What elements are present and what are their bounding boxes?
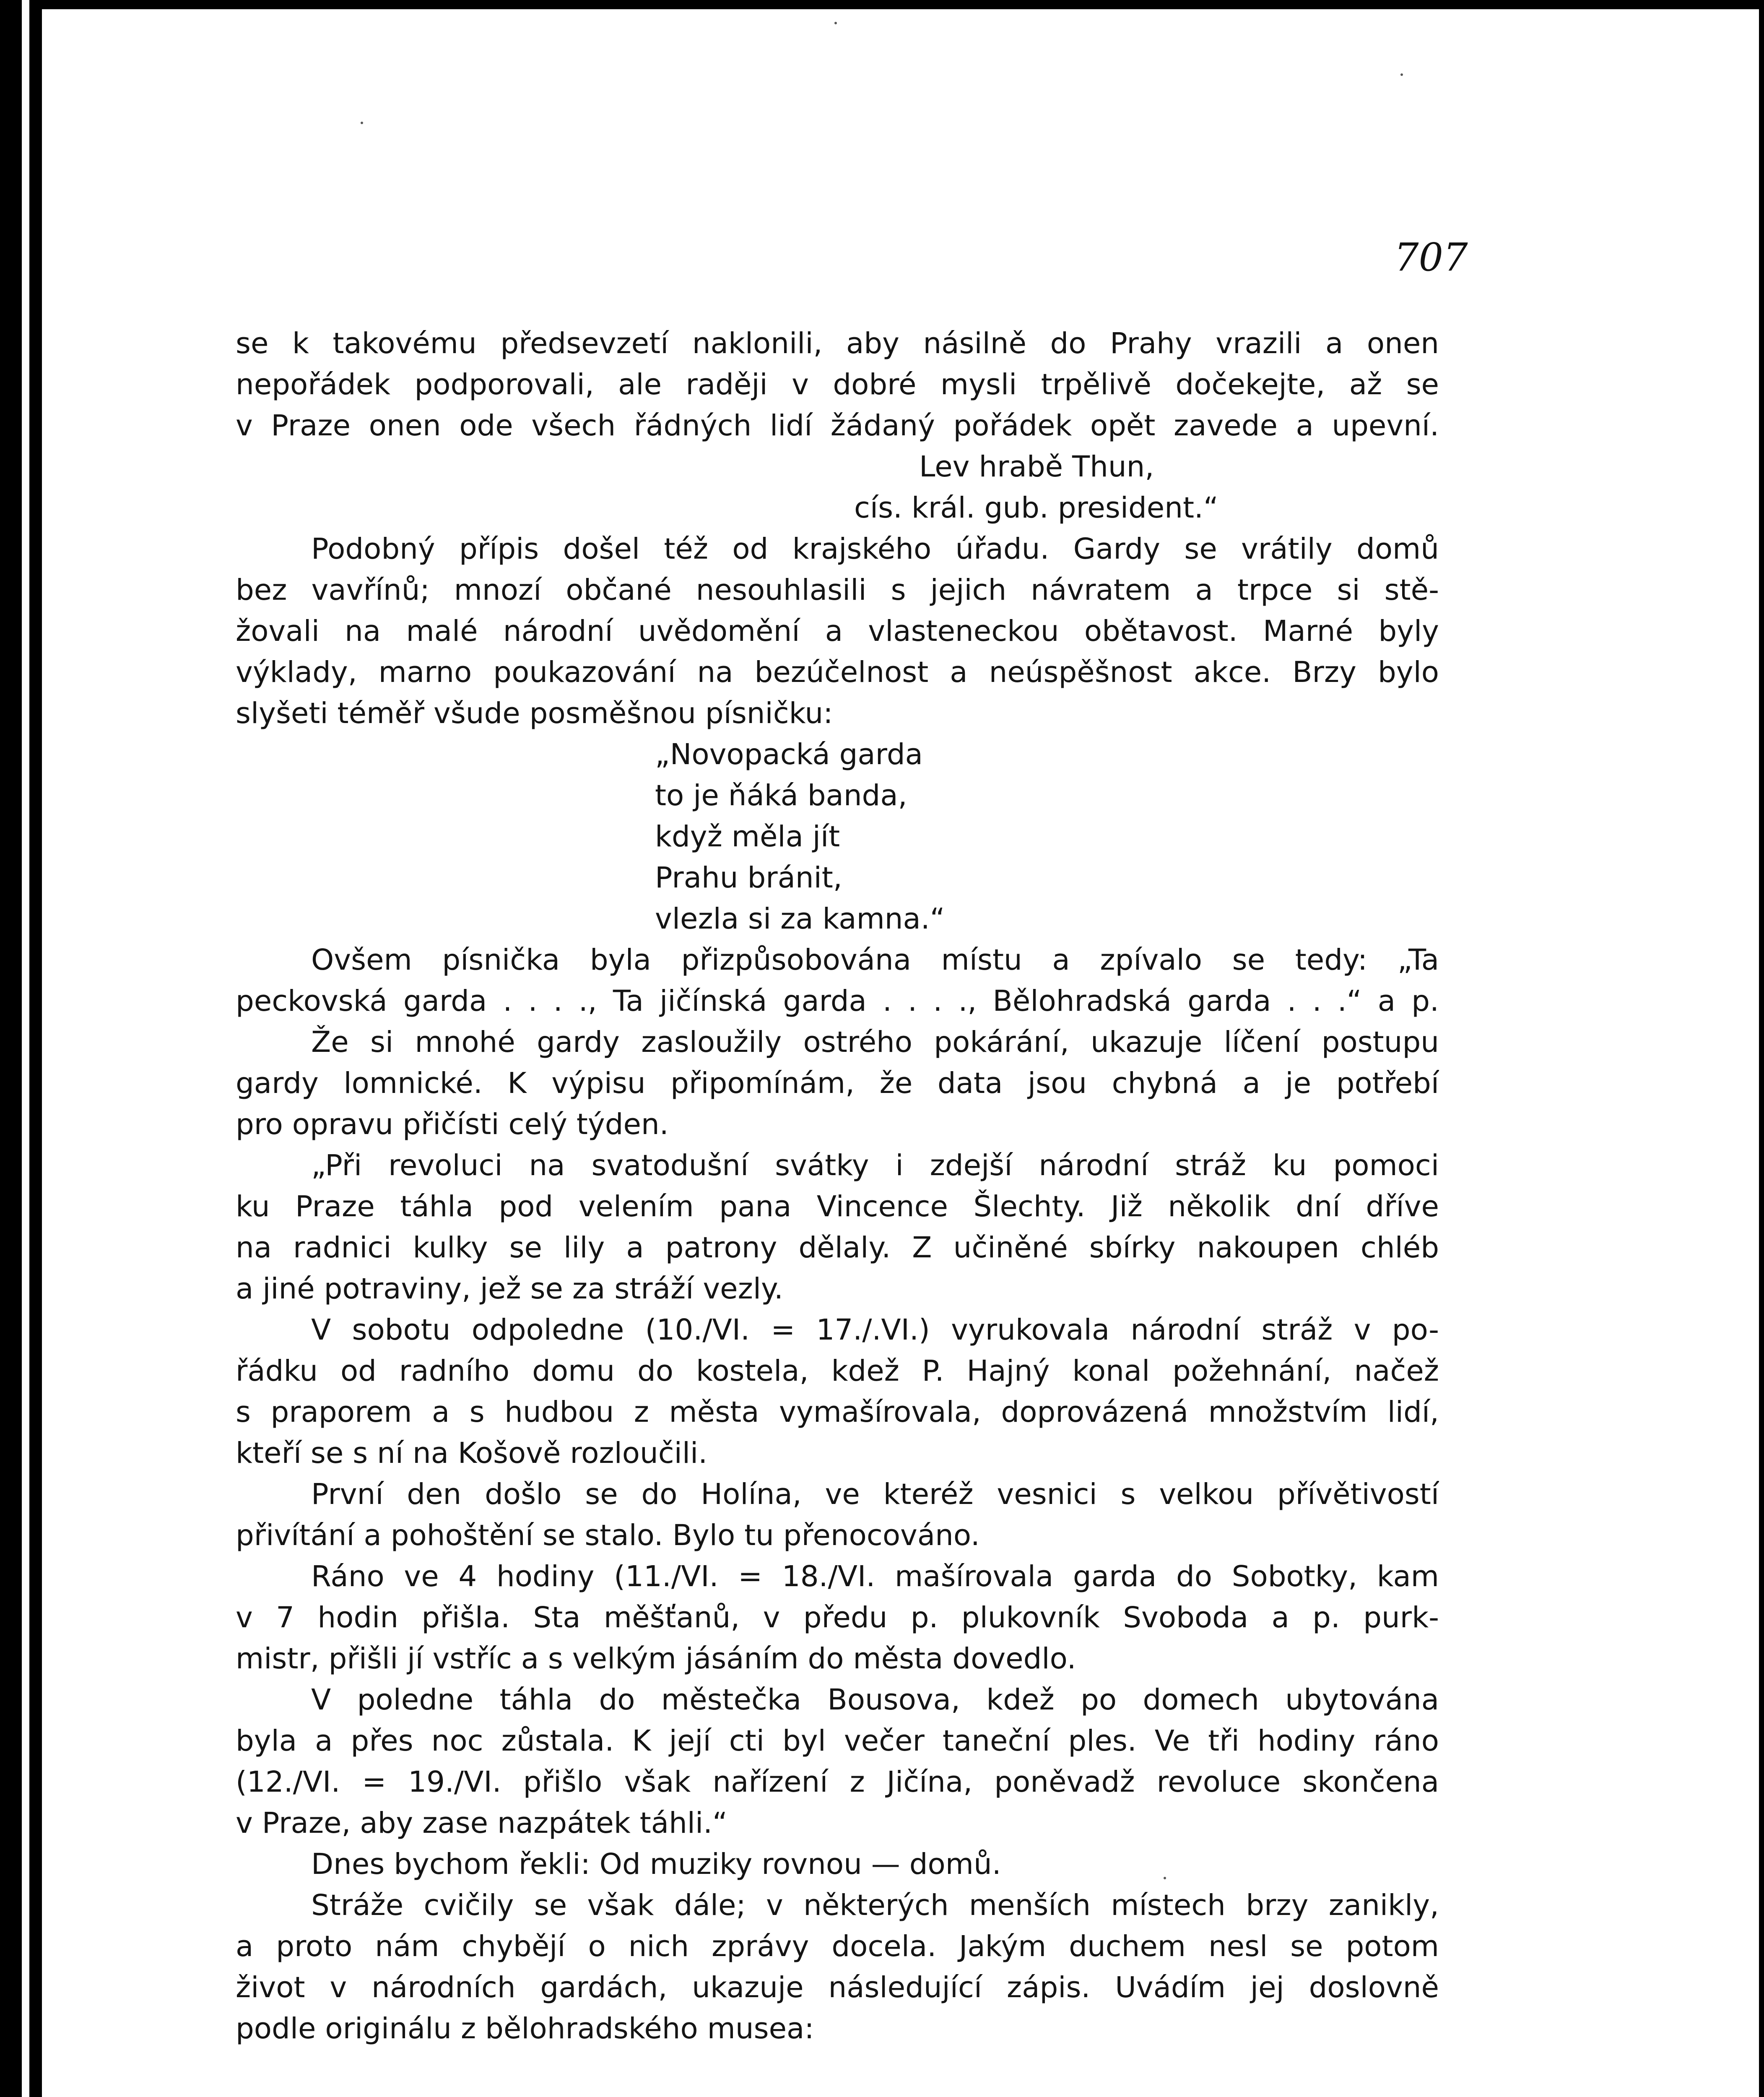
- body-text: [236, 323, 1439, 2049]
- verse-line: když měla jít: [655, 820, 840, 853]
- scan-border-left: [0, 0, 22, 2097]
- text-line: slyšeti téměř všude posměšnou písničku:: [236, 697, 833, 730]
- text-line: První den došlo se do Holína, ve kteréž vesnici s velkou přívětivostí: [311, 1478, 1439, 1511]
- text-line: Podobný přípis došel též od krajského úřadu. Gardy se vrátily domů: [311, 532, 1439, 566]
- text-line: život v národních gardách, ukazuje následující zápis. Uvádím jej doslovně: [236, 1971, 1439, 2004]
- text-line: „Při revoluci na svatodušní svátky i zdejší národní stráž ku pomoci: [311, 1149, 1439, 1182]
- text-line: a jiné potraviny, jež se za stráží vezly.: [236, 1272, 783, 1306]
- signature-title: cís. král. gub. president.“: [854, 491, 1218, 525]
- text-line: řádku od radního domu do kostela, kdež P. Hajný konal požehnání, načež: [236, 1354, 1439, 1388]
- verse-line: to je ňáká banda,: [655, 779, 907, 812]
- scan-speck: [1400, 73, 1403, 76]
- text-line: Stráže cvičily se však dále; v některých menších místech brzy zanikly,: [311, 1889, 1439, 1922]
- text-line: gardy lomnické. K výpisu připomínám, že data jsou chybná a je potřebí: [236, 1067, 1439, 1100]
- scan-speck: [834, 22, 837, 24]
- text-line: Ráno ve 4 hodiny (11./VI. = 18./VI. mašírovala garda do Sobotky, kam: [311, 1560, 1439, 1593]
- text-line: pro opravu přičísti celý týden.: [236, 1108, 669, 1141]
- text-line: nepořádek podporovali, ale raději v dobré mysli trpělivě dočekejte, až se: [236, 368, 1439, 401]
- text-line: žovali na malé národní uvědomění a vlasteneckou obětavost. Marné byly: [236, 614, 1439, 648]
- scan-border-left-inner: [29, 0, 42, 2097]
- text-line: V poledne táhla do městečka Bousova, kdež po domech ubytována: [311, 1683, 1439, 1717]
- verse-line: Prahu bránit,: [655, 861, 842, 895]
- text-line: Dnes bychom řekli: Od muziky rovnou — domů.: [311, 1847, 1001, 1881]
- text-line: na radnici kulky se lily a patrony dělaly. Z učiněné sbírky nakoupen chléb: [236, 1231, 1439, 1264]
- text-line: mistr, přišli jí vstříc a s velkým jásáním do města dovedlo.: [236, 1642, 1076, 1676]
- text-line: Že si mnohé gardy zasloužily ostrého pokárání, ukazuje líčení postupu: [311, 1025, 1439, 1059]
- text-line: v Praze onen ode všech řádných lidí žádaný pořádek opět zavede a upevní.: [236, 409, 1439, 442]
- text-line: a proto nám chybějí o nich zprávy docela. Jakým duchem nesl se potom: [236, 1930, 1439, 1963]
- signature-name: Lev hrabě Thun,: [919, 450, 1154, 484]
- text-line: přivítání a pohoštění se stalo. Bylo tu přenocováno.: [236, 1519, 980, 1552]
- verse-line: vlezla si za kamna.“: [655, 902, 945, 936]
- scan-border-left-gap: [22, 0, 29, 2097]
- text-line: (12./VI. = 19./VI. přišlo však nařízení z Jičína, poněvadž revoluce skončena: [236, 1765, 1439, 1799]
- text-line: ku Praze táhla pod velením pana Vincence Šlechty. Již několik dní dříve: [236, 1190, 1439, 1223]
- text-line: Ovšem písnička byla přizpůsobována místu a zpívalo se tedy: „Ta: [311, 943, 1439, 977]
- text-line: podle originálu z bělohradského musea:: [236, 2012, 814, 2045]
- scan-border-right: [1759, 0, 1764, 2097]
- text-line: v Praze, aby zase nazpátek táhli.“: [236, 1806, 727, 1840]
- scan-border-top: [0, 0, 1764, 9]
- verse-line: „Novopacká garda: [655, 738, 923, 771]
- text-line: v 7 hodin přišla. Sta měšťanů, v předu p. plukovník Svoboda a p. purk-: [236, 1601, 1439, 1634]
- scan-speck: [361, 122, 363, 124]
- text-line: V sobotu odpoledne (10./VI. = 17./.VI.) vyrukovala národní stráž v po-: [311, 1313, 1439, 1347]
- text-line: se k takovému předsevzetí naklonili, aby násilně do Prahy vrazili a onen: [236, 327, 1439, 360]
- text-line: bez vavřínů; mnozí občané nesouhlasili s jejich návratem a trpce si stě-: [236, 573, 1439, 607]
- text-line: výklady, marno poukazování na bezúčelnost a neúspěšnost akce. Brzy bylo: [236, 656, 1439, 689]
- page-number: 707: [1394, 235, 1468, 280]
- text-line: kteří se s ní na Košově rozloučili.: [236, 1436, 708, 1470]
- text-line: s praporem a s hudbou z města vymašírovala, doprovázená množstvím lidí,: [236, 1395, 1439, 1429]
- text-line: byla a přes noc zůstala. K její cti byl večer taneční ples. Ve tři hodiny ráno: [236, 1724, 1439, 1758]
- text-line: peckovská garda . . . ., Ta jičínská garda . . . ., Bělohradská garda . . .“ a p.: [236, 984, 1439, 1018]
